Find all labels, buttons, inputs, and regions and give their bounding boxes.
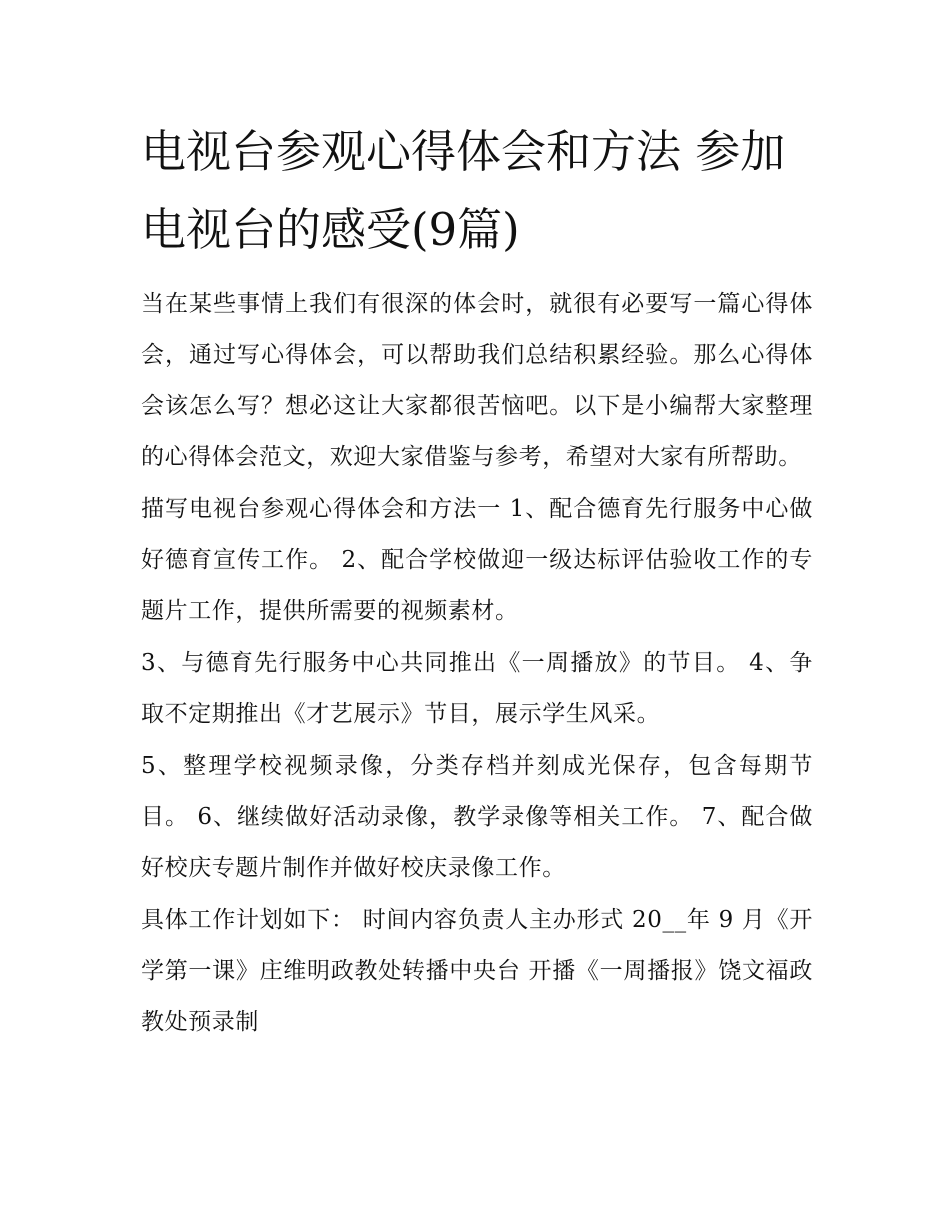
document-title: 电视台参观心得体会和方法 参加电视台的感受(9篇) xyxy=(141,125,786,256)
body-paragraph-2: 3、与德育先行服务中心共同推出《一周播放》的节目。 4、争取不定期推出《才艺展示》节目，展示学生风采。 xyxy=(141,650,813,727)
body-paragraph-1: 描写电视台参观心得体会和方法一 1、配合德育先行服务中心做好德育宣传工作。 2、配合学校做迎一级达标评估验收工作的专题片工作，提供所需要的视频素材。 xyxy=(141,496,813,624)
document-page xyxy=(141,113,813,1048)
intro-paragraph: 当在某些事情上我们有很深的体会时，就很有必要写一篇心得体会，通过写心得体会，可以帮助我们总结积累经验。那么心得体会该怎么写？想必这让大家都很苦恼吧。以下是小编帮大家整理的心得体会范文，欢迎大家借鉴与参考，希望对大家有所帮助。 xyxy=(141,291,813,470)
body-paragraph-4: 具体工作计划如下： 时间内容负责人主办形式 20__年 9 月《开学第一课》庄维明政教处转播中央台 开播《一周播报》饶文福政教处预录制 xyxy=(141,907,813,1035)
body-paragraph-3: 5、整理学校视频录像，分类存档并刻成光保存，包含每期节目。 6、继续做好活动录像，教学录像等相关工作。 7、配合做好校庆专题片制作并做好校庆录像工作。 xyxy=(141,753,813,881)
